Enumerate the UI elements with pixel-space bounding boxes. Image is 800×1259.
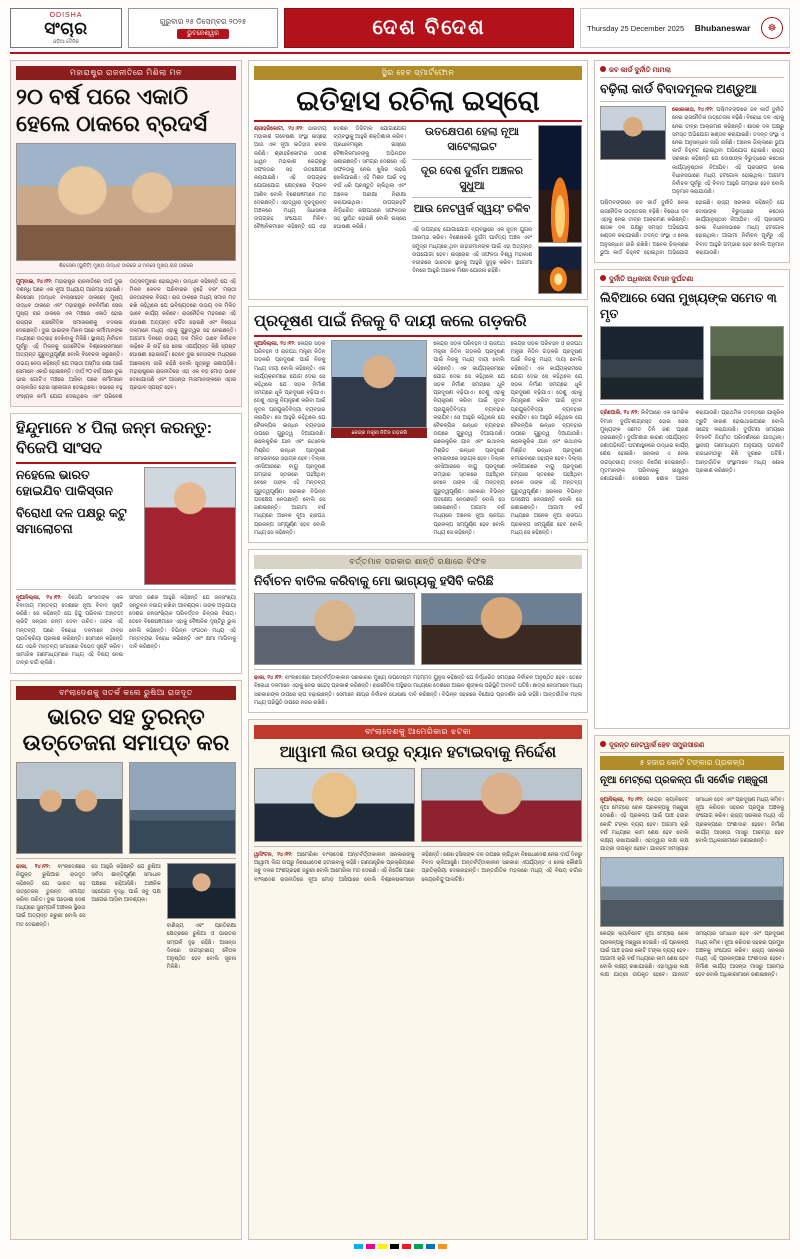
article-subkicker: ୫ ହଜାର କୋଟି ଟଙ୍କାର ପ୍ରକଳ୍ପ [600, 756, 784, 770]
hasina-photo [421, 768, 582, 842]
article-body [254, 125, 406, 232]
dateline: ନୂଆଦିଲ୍ଲୀ, ୨୪।୧୨: [600, 797, 644, 804]
dateline: ଶ୍ରୀହରିକୋଟା, ୨୪।୧୨: [254, 126, 304, 133]
article-body [600, 409, 784, 483]
article-body-right: ସାଂସଦ ଜଣକ ଆହୁରି କହିଛନ୍ତି ଯେ ଜନସଂଖ୍ୟା ସନ୍ତୁଳନ ବଜାୟ ରଖିବା ଆବଶ୍ୟକ। ତାଙ୍କ ଅନୁଯାୟୀ ଦେଶର ଜନସାଂଖ୍ୟିକ ପରିବର୍ତ୍ତନ ଚିନ୍ତାର ବିଷୟ। ତେବେ ବିଶେଷଜ୍ଞମାନେ ଏହାକୁ ବୈଜ୍ଞାନିକ ଦୃଷ୍ଟିରୁ ଭୁଲ ବୋଲି କହିଛନ୍ତି। ବିଭିନ୍ନ ସଂଗଠନ ମଧ୍ୟ ଏହି ମନ୍ତବ୍ୟର ବିରୋଧ କରିଛନ୍ତି ଏବଂ କ୍ଷମା ମାଗିବାକୁ ଦାବି କରିଛନ୍ତି। [129, 594, 236, 650]
article-body-1 [16, 863, 85, 971]
modi-putin-photo [16, 762, 123, 854]
woman-mp-photo [144, 467, 236, 585]
masthead-right-meta [580, 8, 790, 48]
bullet-icon [600, 741, 606, 747]
divider [16, 462, 236, 464]
divider [412, 197, 532, 198]
kicker-text: ଦୁର୍ନୀତି ଅଧିକାରୀ ବିମାନ ଦୁର୍ଘଟଣା [609, 275, 694, 283]
divider [254, 846, 582, 847]
publication-logo [10, 8, 122, 48]
english-date: Thursday 25 December 2025 [587, 23, 685, 33]
body-text: ବାଂଲାଦେଶରେ ନିଯୁକ୍ତ ରୁଷିଆର ରାଜଦୂତ କହିଛନ୍ତି ଯେ ଭାରତ ସହ ଉତ୍ତେଜନା ତୁରନ୍ତ ସମାପ୍ତ କରିବା ଉଚିତ। ଦୁଇ ପଡ଼ୋଶୀ ଦେଶ ମଧ୍ୟରେ ସୁସମ୍ପର୍କ ଅଞ୍ଚଳର ସ୍ଥିରତା ପାଇଁ ଅତ୍ୟନ୍ତ ଜରୁରୀ ବୋଲି ସେ ମତ ଦେଇଛନ୍ତି। [16, 864, 86, 928]
logo-subtitle: ଓଡ଼ିଆ ଦୈନିକ [52, 38, 80, 45]
article-side-body: ଏହି ଉପଗ୍ରହ ଯୋଗାଯୋଗ ବ୍ୟବସ୍ଥାରେ ଏକ ନୂତନ ଯୁଗର ଆରମ୍ଭ କରିବ। ବିଶେଷକରି ଦୁର୍ଗମ ପାର୍ବତ୍ୟ ଅଞ୍ଚଳ ଏବଂ ସମୁଦ୍ର ମଧ୍ୟରେ ଥିବା ଜାହାଜମାନଙ୍କ ପାଇଁ ଏହା ଅତ୍ୟନ୍ତ ଉପଯୋଗୀ ହେବ। ଇସ୍ରୋର ଏହି ସଫଳତା ବିଶ୍ୱ ମହାକାଶ ବଜାରରେ ଭାରତର ସ୍ଥାନକୁ ଆହୁରି ସୁଦୃଢ଼ କରିବ। ଆଗାମୀ ଦିନରେ ଆହୁରି ଅନେକ ମିଶନ ଯୋଜନା ରହିଛି। [412, 227, 532, 275]
article-subhead-2: ବିରୋଧୀ ଦଳ ପକ୍ଷରୁ କଟୁ ସମାଲୋଚନା [16, 506, 127, 537]
dateline: ତ୍ରିପୋଲି, ୨୪।୧୨: [600, 410, 640, 417]
article-kicker: ବାଂଲାଦେଶକୁ ଆମେରିକାର ଝଟକା [254, 725, 582, 739]
article-gadkari[interactable] [248, 306, 588, 543]
russian-envoy-photo [167, 863, 236, 919]
yunus-photo [254, 593, 415, 665]
article-body-col2: କେନ୍ଦ୍ର ସଡ଼କ ପରିବହନ ଓ ରାଜପଥ ମନ୍ତ୍ରୀ ନିତିନ ଗଡ଼କରି ପ୍ରଦୂଷଣ ପାଇଁ ନିଜକୁ ମଧ୍ୟ ଦାୟୀ ବୋଲି କହିଛନ୍ତି। ଏକ କାର୍ଯ୍ୟକ୍ରମରେ ଯୋଗ ଦେଇ ସେ କହିଥିଲେ ଯେ ସଡ଼କ ନିର୍ମାଣ ସମୟରେ ଧୂଳି ପ୍ରଦୂଷଣ ବଢ଼ିଯାଏ। ତେଣୁ ଏହାକୁ ନିୟନ୍ତ୍ରଣ କରିବା ପାଇଁ ନୂତନ ପ୍ରଯୁକ୍ତିବିଦ୍ୟା ବ୍ୟବହାର କରାଯିବ। ସେ ଆହୁରି କହିଥିଲେ ଯେ ବୈକଳ୍ପିକ ଇନ୍ଧନ ବ୍ୟବହାର ଉପରେ ଗୁରୁତ୍ୱ ଦିଆଯାଉଛି। ଇଲେକ୍ଟ୍ରିକ ଯାନ ଏବଂ ଇଥାନଲ ମିଶ୍ରିତ ଇନ୍ଧନ ପ୍ରଦୂଷଣ କମାଇବାରେ ସହାୟକ ହେବ। ଦିଲ୍ଲୀ ଏନସିଆରରେ ବାୟୁ ପ୍ରଦୂଷଣ ଗମ୍ଭୀର ସ୍ତରରେ ପହଞ୍ଚିଥିବା ବେଳେ ତାଙ୍କ ଏହି ମନ୍ତବ୍ୟ ଗୁରୁତ୍ୱପୂର୍ଣ୍ଣ। ସରକାର ବିଭିନ୍ନ ପଦକ୍ଷେପ ନେଉଛନ୍ତି ବୋଲି ସେ ଜଣାଇଛନ୍ତି। ଆଗାମୀ ବର୍ଷ ମଧ୍ୟରେ ଅନେକ ନୂଆ ରାଜପଥ ପ୍ରକଳ୍ପ ସମ୍ପୂର୍ଣ୍ଣ ହେବ ବୋଲି ମଧ୍ୟ ସେ କହିଛନ୍ତି। [433, 341, 505, 536]
dateline: ନୂଆଦିଲ୍ଲୀ, ୨୪।୧୨: [16, 594, 62, 601]
divider [16, 858, 236, 859]
article-isro[interactable] [248, 60, 588, 300]
article-headline: ଭାରତ ସହ ତୁରନ୍ତ ଉତ୍ତେଜନା ସମାପ୍ତ କର [22, 703, 230, 756]
article-headline: ହିନ୍ଦୁମାନେ ୪ ପିଲା ଜନ୍ମ କରନ୍ତୁ: ବିଜେପି ସାଂସଦ [16, 419, 213, 457]
officer-photo [710, 326, 785, 400]
photo-caption: ଶିବସେନା (ୟୁବିଟି) ମୁଖ୍ୟ ଉଦ୍ଧବ ଠାକରେ ଓ ମନସେ ମୁଖ୍ୟ ରାଜ ଠାକରେ [58, 262, 194, 269]
article-subhead-1: ଉତକ୍ଷେପଣ ହେଲା ନୂଆ ସାଟେଲାଇଟ [425, 126, 519, 153]
article-kicker: ବାଂଲାଦେଶକୁ ସତର୍କ କଲେ ରୁଷିଆ ରାଜଦୂତ [16, 686, 236, 700]
article-headline: ପ୍ରଦୂଷଣ ପାଇଁ ନିଜକୁ ବି ଦାୟୀ କଲେ ଗଡ଼କରି [254, 313, 527, 331]
metro-train-photo [600, 857, 784, 927]
dateline: ଢାକା, ୨୪।୧୨: [16, 864, 51, 871]
logo-name: ସଂଚାର [44, 18, 88, 38]
article-body-tail: କେନ୍ଦ୍ର କ୍ୟାବିନେଟ ନୂଆ ମେଟ୍ରୋ ରେଳ ପ୍ରକଳ୍ପକୁ ମଞ୍ଜୁରୀ ଦେଇଛି। ଏହି ପ୍ରକଳ୍ପ ପାଇଁ ପାଞ୍ଚ ହଜାର କୋଟି ଟଙ୍କା ବ୍ୟୟ ହେବ। ଆଗାମୀ ଚାରି ବର୍ଷ ମଧ୍ୟରେ କାମ ଶେଷ ହେବ ବୋଲି ଲକ୍ଷ୍ୟ ରଖାଯାଇଛି। ଏହାଦ୍ୱାରା ଲକ୍ଷ ଲକ୍ଷ ଯାତ୍ରୀ ଉପକୃତ ହେବେ। ଯାନଜଟ ସମସ୍ୟାର ସମାଧାନ ହେବ ଏବଂ ପ୍ରଦୂଷଣ ମଧ୍ୟ କମିବ। ନୂଆ କରିଡର ସହରର ପ୍ରମୁଖ ଅଞ୍ଚଳକୁ ସଂଯୋଗ କରିବ। ରାଜ୍ୟ ସରକାର ମଧ୍ୟ ଏହି ପ୍ରକଳ୍ପରେ ଅଂଶୀଦାର ହେବେ। ନିର୍ମାଣ କାର୍ଯ୍ୟ ଆସନ୍ତା ମାସରୁ ଆରମ୍ଭ ହେବ ବୋଲି ଅଧିକାରୀମାନେ ଜଣାଇଛନ୍ତି। [600, 931, 784, 979]
kicker-text: ଦୂରନ୍ତ ନେଟୱାର୍କ ହେବ ସମ୍ପ୍ରସାରଣ [609, 742, 705, 750]
body-text: କେନ୍ଦ୍ର ସଡ଼କ ପରିବହନ ଓ ରାଜପଥ ମନ୍ତ୍ରୀ ନିତିନ ଗଡ଼କରି ପ୍ରଦୂଷଣ ପାଇଁ ନିଜକୁ ମଧ୍ୟ ଦାୟୀ ବୋଲି କହିଛନ୍ତି। ଏକ କାର୍ଯ୍ୟକ୍ରମରେ ଯୋଗ ଦେଇ ସେ କହିଥିଲେ ଯେ ସଡ଼କ ନିର୍ମାଣ ସମୟରେ ଧୂଳି ପ୍ରଦୂଷଣ ବଢ଼ିଯାଏ। ତେଣୁ ଏହାକୁ ନିୟନ୍ତ୍ରଣ କରିବା ପାଇଁ ନୂତନ ପ୍ରଯୁକ୍ତିବିଦ୍ୟା ବ୍ୟବହାର କରାଯିବ। ସେ ଆହୁରି କହିଥିଲେ ଯେ ବୈକଳ୍ପିକ ଇନ୍ଧନ ବ୍ୟବହାର ଉପରେ ଗୁରୁତ୍ୱ ଦିଆଯାଉଛି। ଇଲେକ୍ଟ୍ରିକ ଯାନ ଏବଂ ଇଥାନଲ ମିଶ୍ରିତ ଇନ୍ଧନ ପ୍ରଦୂଷଣ କମାଇବାରେ ସହାୟକ ହେବ। ଦିଲ୍ଲୀ ଏନସିଆରରେ ବାୟୁ ପ୍ରଦୂଷଣ ଗମ୍ଭୀର ସ୍ତରରେ ପହଞ୍ଚିଥିବା ବେଳେ ତାଙ୍କ ଏହି ମନ୍ତବ୍ୟ ଗୁରୁତ୍ୱପୂର୍ଣ୍ଣ। ସରକାର ବିଭିନ୍ନ ପଦକ୍ଷେପ ନେଉଛନ୍ତି ବୋଲି ସେ ଜଣାଇଛନ୍ତି। ଆଗାମୀ ବର୍ଷ ମଧ୍ୟରେ ଅନେକ ନୂଆ ରାଜପଥ ପ୍ରକଳ୍ପ ସମ୍ପୂର୍ଣ୍ଣ ହେବ ବୋଲି ମଧ୍ୟ ସେ କହିଛନ୍ତି। [254, 341, 326, 536]
rally-photo [16, 143, 236, 261]
article-libya[interactable] [594, 269, 790, 729]
dateline: ୱାସିଂଟନ, ୨୪।୧୨: [254, 851, 293, 858]
article-bengal-card[interactable] [594, 60, 790, 263]
trump-photo [254, 768, 415, 842]
article-body-left [16, 594, 123, 668]
rocket-launch-night-photo [538, 246, 582, 294]
bullet-icon [600, 66, 606, 72]
registration-color-bar [10, 1244, 790, 1249]
divider [16, 273, 236, 274]
article-subhead-2: ଦୂର ଦେଶ ଦୁର୍ଗମ ଅଞ୍ଚଳର ସୁଧୁଆ [420, 164, 524, 192]
city-name: Bhubaneswar [694, 23, 751, 33]
divider [600, 101, 784, 102]
article-headline: ଇତିହାସ ରଚିଲା ଇସ୍ରୋ [296, 85, 540, 116]
emblem-icon: ☸ [761, 17, 783, 39]
article-awami-league[interactable] [248, 719, 588, 1240]
kicker-text: ଜବ କାର୍ଡ ଦୁର୍ନୀତି ମାମଲା [609, 67, 671, 74]
article-maharashtra[interactable] [10, 60, 242, 407]
logo-crest: ODISHA [49, 11, 83, 19]
right-column [594, 60, 790, 1240]
body-text: ଲିବିଆରେ ଏକ ସାମରିକ ବିମାନ ଦୁର୍ଘଟଣାଗ୍ରସ୍ତ ହୋଇ ସେନା ମୁଖ୍ୟଙ୍କ ସମେତ ତିନି ଜଣ ପ୍ରାଣ ହରାଇଛନ୍ତି। ଦୁର୍ଘଟଣାର କାରଣ ଏପର୍ଯ୍ୟନ୍ତ ଜଣାପଡ଼ିନାହିଁ। ଘଟଣାସ୍ଥଳରେ ଉଦ୍ଧାର କାର୍ଯ୍ୟ ଶେଷ ହୋଇଛି। ସରକାର ଏ ନେଇ ଉଚ୍ଚସ୍ତରୀୟ ତଦନ୍ତ ନିର୍ଦ୍ଦେଶ ଦେଇଛନ୍ତି। ମୃତମାନଙ୍କ ପରିବାରକୁ ସାନ୍ତ୍ୱନା ଜଣାଯାଇଛି। ଦେଶରେ ଶୋକ ପାଳନ କରାଯାଉଛି। ପ୍ରାଥମିକ ତଦନ୍ତରେ ଯାନ୍ତ୍ରିକ ତ୍ରୁଟି କାରଣ ହୋଇଥାଇପାରେ ବୋଲି ସନ୍ଦେହ କରାଯାଉଛି। ଦୁର୍ଘଟଣା ସମୟରେ ବିମାନଟି ନିୟମିତ ପରିଦର୍ଶନରେ ଯାଉଥିଲା। ସ୍ଥାନୀୟ ଗଣମାଧ୍ୟମ ଅନୁଯାୟୀ ଘଟଣାଟି ରାଜଧାନୀଠାରୁ କିଛି ଦୂରରେ ଘଟିଛି। ଆନ୍ତର୍ଜାତିକ ସଂସ୍ଥାମାନେ ମଧ୍ୟ ଶୋକ ପ୍ରକାଶ କରିଛନ୍ତି। [600, 410, 784, 483]
body-text: ବିଜେପି ସାଂସଦଙ୍କ ଏକ ବିବାଦୀୟ ମନ୍ତବ୍ୟ ଦେଶରେ ନୂଆ ବିବାଦ ସୃଷ୍ଟି କରିଛି। ସେ କହିଛନ୍ତି ଯେ ହିନ୍ଦୁ ପରିବାର ଅନ୍ତତଃ ଚାରିଟି ସନ୍ତାନ ଜନ୍ମ ଦେବା ଉଚିତ। ତାଙ୍କ ଏହି ମନ୍ତବ୍ୟ ପରେ ବିରୋଧୀ ଦଳମାନେ ତୀବ୍ର ପ୍ରତିକ୍ରିୟା ପ୍ରକାଶ କରିଛନ୍ତି। ସେମାନେ କହିଛନ୍ତି ଯେ ଏଭଳି ମନ୍ତବ୍ୟ ସମାଜରେ ବିଭେଦ ସୃଷ୍ଟି କରିବ। ସାମାଜିକ ଗଣମାଧ୍ୟମରେ ମଧ୍ୟ ଏହି ବିଷୟ ନେଇ ତୀବ୍ର ଚର୍ଚ୍ଚା ଚାଲିଛି। [16, 594, 123, 667]
article-kicker: ସ୍ଥିର ହେବ ସ୍ମାର୍ଟଫୋନ [254, 66, 582, 80]
dateline: କୋଲକାତା, ୨୪।୧୨: [672, 107, 714, 114]
article-body [254, 674, 582, 707]
body-text-right: ଏହି ନିର୍ଦ୍ଦେଶ ପରେ ବାଂଲାଦେଶ ରାଜନୀତିରେ ନୂଆ ମୋଡ଼ ଆସିପାରେ ବୋଲି ବିଶ୍ଳେଷକମାନେ କହିଛନ୍ତି। ଶେଖ ହସିନାଙ୍କ ଦଳ ଉପରେ ଲାଗିଥିବା ନିଷେଧାଦେଶ ନେଇ ଦୀର୍ଘ ଦିନରୁ ବିବାଦ ଚାଲିଆସୁଛି। ଅନ୍ତର୍ବର୍ତ୍ତୀକାଳୀନ ସରକାର ଏପର୍ଯ୍ୟନ୍ତ ଏ ନେଇ କୌଣସି ପ୍ରତିକ୍ରିୟା ଦେଇନାହାନ୍ତି। ଆନ୍ତର୍ଜାତିକ ମହଲରେ ମଧ୍ୟ ଏହି ବିଷୟ ଚର୍ଚ୍ଚାର କେନ୍ଦ୍ରବିନ୍ଦୁ ପାଲଟିଛି। [254, 851, 582, 883]
article-yunus[interactable] [248, 549, 588, 713]
body-text: ପଶ୍ଚିମବଙ୍ଗରେ ଜବ କାର୍ଡ ଦୁର୍ନୀତି ନେଇ ରାଜନୈତିକ ଉତ୍ତେଜନା ବଢ଼ିଛି। ବିରୋଧୀ ଦଳ ଏହାକୁ ନେଇ ତୀବ୍ର ଆକ୍ରମଣ କରିଛନ୍ତି। ଶାସକ ଦଳ ପକ୍ଷରୁ ସମସ୍ତ ଅଭିଯୋଗ ଖଣ୍ଡନ କରାଯାଇଛି। ତଦନ୍ତ ସଂସ୍ଥା ଏ ନେଇ ଅନୁସନ୍ଧାନ ଜାରି ରଖିଛି। ଅନେକ ଜିଲ୍ଲାରେ ଭୁଆ କାର୍ଡ ଚିହ୍ନଟ ହୋଇଥିବା ଅଭିଯୋଗ ହୋଇଛି। ରାଜ୍ୟ ସରକାର କହିଛନ୍ତି ଯେ ଦୋଷୀଙ୍କ ବିରୁଦ୍ଧରେ କଠୋର କାର୍ଯ୍ୟାନୁଷ୍ଠାନ ନିଆଯିବ। ଏହି ପ୍ରସଙ୍ଗ ନେଇ ବିଧାନସଭାରେ ମଧ୍ୟ ହଟଗୋଳ ହୋଇଥିଲା। ଆଗାମୀ ନିର୍ବାଚନ ପୂର୍ବରୁ ଏହି ବିବାଦ ଆହୁରି ଗମ୍ଭୀର ହେବ ବୋଲି ଅନୁମାନ କରାଯାଉଛି। [672, 107, 784, 196]
article-headline: ଲିବିଆରେ ସେନା ମୁଖ୍ୟଙ୍କ ସମେତ ୩ ମୃତ [600, 290, 777, 322]
photo-caption: କେନ୍ଦ୍ର ମନ୍ତ୍ରୀ ନିତିନ ଗଡ଼କରି [331, 428, 427, 438]
article-headline: ନିର୍ବାଚନ ବାତିଲ କରିବାକୁ ମୋ ଭାଗ୍ୟକୁ ହସିବି କରିଛି [254, 573, 494, 588]
article-headline: ବଢ଼ିଲା କାର୍ଡ ବିବାଦମୂଳକ ଅଣ୍ଡୁଆ [600, 82, 757, 96]
article-kicker [600, 275, 784, 287]
odia-date-strip [128, 8, 278, 48]
edition-badge: ଭୁବନେଶ୍ୱର [177, 29, 229, 39]
article-headline: ନୂଆ ମେଟ୍ରୋ ପ୍ରକଳ୍ପ ଗାଁ ସର୍ବୋଚ୍ଚ ମଞ୍ଜୁରୀ [600, 775, 768, 787]
divider [254, 120, 582, 122]
article-metro[interactable] [594, 735, 790, 1240]
article-subhead-1: ନହେଲେ ଭାରତ ହୋଇଯିବ ପାକିସ୍ତାନ [16, 467, 114, 498]
crash-site-photo [600, 326, 704, 400]
article-body-intro [672, 106, 784, 196]
divider [254, 669, 582, 670]
article-body-col1 [254, 340, 325, 537]
article-body-3: ବାଣିଜ୍ୟ ଏବଂ ପ୍ରତିରକ୍ଷା କ୍ଷେତ୍ରରେ ରୁଷିଆ ଓ ଭାରତର ସମ୍ପର୍କ ଦୃଢ଼ ରହିଛି। ଆସନ୍ତା ଦିନରେ ଉଚ୍ଚସ୍ତରୀୟ ବୈଠକ ଅନୁଷ୍ଠିତ ହେବ ବୋଲି ସୂଚନା ମିଳିଛି। [166, 923, 236, 971]
center-column [248, 60, 588, 1240]
article-kicker: ମହାରାଷ୍ଟ୍ର ରାଜନୀତିରେ ମିଶିଲା ମନ [16, 66, 236, 80]
article-headline: ଆୱାମୀ ଲିଗ ଉପରୁ ବ୍ୟାନ ହଟାଇବାକୁ ନିର୍ଦ୍ଦେଶ [279, 743, 557, 761]
divider [600, 404, 784, 405]
article-body [600, 796, 784, 853]
article-russia-envoy[interactable] [10, 680, 242, 1240]
body-text-left: ଆମେରିକା ବାଂଲାଦେଶ ଅନ୍ତର୍ବର୍ତ୍ତୀକାଳୀନ ସରକାରଙ୍କୁ ଆୱାମୀ ଲିଗ ଉପରୁ ନିଷେଧାଦେଶ ହଟାଇବାକୁ କହିଛି। ଗଣତାନ୍ତ୍ରିକ ପ୍ରକ୍ରିୟାରେ ସବୁ ଦଳର ଅଂଶଗ୍ରହଣ ଜରୁରୀ ବୋଲି ଆମେରିକା ମତ ଦେଇଛି। [254, 851, 415, 875]
article-kicker: ବର୍ତ୍ତମାନ ସରକାର ଶାନ୍ତି ରକ୍ଷାରେ ବିଫଳ [254, 555, 582, 569]
politician-photo [600, 106, 666, 160]
article-hindu-families[interactable] [10, 413, 242, 674]
divider [16, 589, 236, 590]
left-column [10, 60, 242, 1240]
section-title: ଦେଶ ବିଦେଶ [284, 8, 574, 48]
student-leader-photo [421, 593, 582, 665]
article-kicker [600, 66, 784, 78]
body-text-b: ଛାତ୍ର ନେତାମାନେ ମଧ୍ୟ ସରକାରଙ୍କ ଉପରେ ଚାପ ବଢ଼ାଇଛନ୍ତି। ସେମାନେ ଶୀଘ୍ର ନିର୍ବାଚନ ଘୋଷଣା ଦାବି କରିଛନ୍ତି। ବିଭିନ୍ନ ସହରରେ ବିକ୍ଷୋଭ ପ୍ରଦର୍ଶନ ଜାରି ରହିଛି। ଆନ୍ତର୍ଜାତିକ ମହଲ ମଧ୍ୟ ପରିସ୍ଥିତି ଉପରେ ନଜର ରଖିଛି। [254, 683, 582, 706]
article-subhead-3: ଆଉ ନେଟୱର୍କ ସ୍ୱୟଂ ଚଳିବ [413, 203, 531, 216]
divider [412, 221, 532, 222]
page-grid [10, 60, 790, 1240]
rocket-launch-photo [538, 125, 582, 243]
dateline: ନୂଆଦିଲ୍ଲୀ, ୨୪।୧୨: [254, 341, 296, 348]
warship-photo [129, 762, 236, 854]
article-body [16, 278, 236, 401]
article-body-col3: କେନ୍ଦ୍ର ସଡ଼କ ପରିବହନ ଓ ରାଜପଥ ମନ୍ତ୍ରୀ ନିତିନ ଗଡ଼କରି ପ୍ରଦୂଷଣ ପାଇଁ ନିଜକୁ ମଧ୍ୟ ଦାୟୀ ବୋଲି କହିଛନ୍ତି। ଏକ କାର୍ଯ୍ୟକ୍ରମରେ ଯୋଗ ଦେଇ ସେ କହିଥିଲେ ଯେ ସଡ଼କ ନିର୍ମାଣ ସମୟରେ ଧୂଳି ପ୍ରଦୂଷଣ ବଢ଼ିଯାଏ। ତେଣୁ ଏହାକୁ ନିୟନ୍ତ୍ରଣ କରିବା ପାଇଁ ନୂତନ ପ୍ରଯୁକ୍ତିବିଦ୍ୟା ବ୍ୟବହାର କରାଯିବ। ସେ ଆହୁରି କହିଥିଲେ ଯେ ବୈକଳ୍ପିକ ଇନ୍ଧନ ବ୍ୟବହାର ଉପରେ ଗୁରୁତ୍ୱ ଦିଆଯାଉଛି। ଇଲେକ୍ଟ୍ରିକ ଯାନ ଏବଂ ଇଥାନଲ ମିଶ୍ରିତ ଇନ୍ଧନ ପ୍ରଦୂଷଣ କମାଇବାରେ ସହାୟକ ହେବ। ଦିଲ୍ଲୀ ଏନସିଆରରେ ବାୟୁ ପ୍ରଦୂଷଣ ଗମ୍ଭୀର ସ୍ତରରେ ପହଞ୍ଚିଥିବା ବେଳେ ତାଙ୍କ ଏହି ମନ୍ତବ୍ୟ ଗୁରୁତ୍ୱପୂର୍ଣ୍ଣ। ସରକାର ବିଭିନ୍ନ ପଦକ୍ଷେପ ନେଉଛନ୍ତି ବୋଲି ସେ ଜଣାଇଛନ୍ତି। ଆଗାମୀ ବର୍ଷ ମଧ୍ୟରେ ଅନେକ ନୂଆ ରାଜପଥ ପ୍ରକଳ୍ପ ସମ୍ପୂର୍ଣ୍ଣ ହେବ ବୋଲି ମଧ୍ୟ ସେ କହିଛନ୍ତି। [510, 341, 582, 536]
odia-date: ଗୁରୁବାର ୨୫ ଡିସେମ୍ବର ୨୦୨୫ [159, 17, 247, 26]
divider [600, 791, 784, 792]
bullet-icon [600, 275, 606, 281]
divider [412, 159, 532, 160]
article-body [254, 851, 582, 884]
article-body-2: ସେ ଆହୁରି କହିଛନ୍ତି ଯେ ରୁଷିଆ ସର୍ବଦା ଶାନ୍ତିପୂର୍ଣ୍ଣ ସମାଧାନ ପକ୍ଷରେ ରହିଆସିଛି। ଆଞ୍ଚଳିକ ସହଯୋଗ ବୃଦ୍ଧି ପାଇଁ ସବୁ ପକ୍ଷ ଆଗେଇ ଆସିବା ଆବଶ୍ୟକ। [91, 864, 161, 903]
article-kicker [600, 741, 784, 753]
body-text: ଭାରତୀୟ ମହାକାଶ ଗବେଷଣା ସଂସ୍ଥା ଇସ୍ରୋ ଆଉ ଏକ ନୂଆ ଇତିହାସ ରଚନା କରିଛି। ଶ୍ରୀହରିକୋଟାର ସତୀଶ ଧାୱନ ମହାକାଶ କେନ୍ଦ୍ରରୁ ସଫଳତାର ସହ ଉତକ୍ଷେପଣ କରାଯାଇଛି। ଏହି ଉପଗ୍ରହ ଯୋଗାଯୋଗ କ୍ଷେତ୍ରରେ ବିପ୍ଳବ ଆଣିବ ବୋଲି ବିଶେଷଜ୍ଞମାନେ ମତ ଦେଇଛନ୍ତି। ଏହାଦ୍ୱାରା ଦୂରଦୂରାନ୍ତ ଅଞ୍ଚଳରେ ମଧ୍ୟ ସିଧାସଳଖ ଉପଗ୍ରହ ସଂଯୋଗ ମିଳିବ। ବୈଜ୍ଞାନିକମାନେ କହିଛନ୍ତି ଯେ ଏହା ଦେଶର ଡିଜିଟାଲ ଯୋଗାଯୋଗ ବ୍ୟବସ୍ଥାକୁ ଆହୁରି ଶକ୍ତିଶାଳୀ କରିବ। ପ୍ରଧାନମନ୍ତ୍ରୀ ଇସ୍ରୋ ବୈଜ୍ଞାନିକମାନଙ୍କୁ ଅଭିନନ୍ଦନ ଜଣାଇଛନ୍ତି। ସମଗ୍ର ଦେଶରେ ଏହି ସଫଳତାକୁ ନେଇ ଖୁସିର ଲହରି ଖେଳିଯାଇଛି। ଏହି ମିଶନ ପାଇଁ ବହୁ ବର୍ଷ ଧରି ପ୍ରସ୍ତୁତି ଚାଲିଥିଲା ଏବଂ ଅନେକ ପରୀକ୍ଷା ନିରୀକ୍ଷା କରାଯାଇଥିଲା। ଉପଗ୍ରହଟି ନିର୍ଦ୍ଧାରିତ କକ୍ଷପଥରେ ସଫଳତାର ସହ ସ୍ଥାପିତ ହୋଇଛି ବୋଲି ଇସ୍ରୋ ଘୋଷଣା କରିଛି। [254, 126, 406, 231]
article-body-rest: ପଶ୍ଚିମବଙ୍ଗରେ ଜବ କାର୍ଡ ଦୁର୍ନୀତି ନେଇ ରାଜନୈତିକ ଉତ୍ତେଜନା ବଢ଼ିଛି। ବିରୋଧୀ ଦଳ ଏହାକୁ ନେଇ ତୀବ୍ର ଆକ୍ରମଣ କରିଛନ୍ତି। ଶାସକ ଦଳ ପକ୍ଷରୁ ସମସ୍ତ ଅଭିଯୋଗ ଖଣ୍ଡନ କରାଯାଇଛି। ତଦନ୍ତ ସଂସ୍ଥା ଏ ନେଇ ଅନୁସନ୍ଧାନ ଜାରି ରଖିଛି। ଅନେକ ଜିଲ୍ଲାରେ ଭୁଆ କାର୍ଡ ଚିହ୍ନଟ ହୋଇଥିବା ଅଭିଯୋଗ ହୋଇଛି। ରାଜ୍ୟ ସରକାର କହିଛନ୍ତି ଯେ ଦୋଷୀଙ୍କ ବିରୁଦ୍ଧରେ କଠୋର କାର୍ଯ୍ୟାନୁଷ୍ଠାନ ନିଆଯିବ। ଏହି ପ୍ରସଙ୍ଗ ନେଇ ବିଧାନସଭାରେ ମଧ୍ୟ ହଟଗୋଳ ହୋଇଥିଲା। ଆଗାମୀ ନିର୍ବାଚନ ପୂର୍ବରୁ ଏହି ବିବାଦ ଆହୁରି ଗମ୍ଭୀର ହେବ ବୋଲି ଅନୁମାନ କରାଯାଉଛି। [600, 200, 784, 256]
dateline: ମୁମ୍ବାଇ, ୨୪।୧୨: [16, 278, 53, 285]
body-text-a: ବାଂଲାଦେଶର ଅନ୍ତର୍ବର୍ତ୍ତୀକାଳୀନ ସରକାରର ମୁଖ୍ୟ ଉପଦେଷ୍ଟା ମହମ୍ମଦ ୟୁନୁସ କହିଛନ୍ତି ଯେ ନିର୍ଦ୍ଧାରିତ ସମୟରେ ନିର୍ବାଚନ ଅନୁଷ୍ଠିତ ହେବ। ତେବେ ବିରୋଧୀ ଦଳମାନେ ଏହାକୁ ନେଇ ସନ୍ଦେହ ପ୍ରକାଶ କରିଛନ୍ତି। ରାଜନୈତିକ ଅସ୍ଥିରତା ମଧ୍ୟରେ ଦେଶରେ ଆଇନ ଶୃଙ୍ଖଳା ପରିସ୍ଥିତି ଅବନତି ଘଟିଛି। [254, 675, 582, 690]
article-headline: ୨୦ ବର୍ଷ ପରେ ଏକାଠି ହେଲେ ଠାକରେ ବ୍ରଦର୍ସ [16, 84, 208, 136]
body-text: ମହାରାଷ୍ଟ୍ର ରାଜନୀତିରେ ଦୀର୍ଘ ଦୁଇ ଦଶନ୍ଧି ପରେ ଏକ ନୂଆ ଅଧ୍ୟାୟ ଆରମ୍ଭ ହୋଇଛି। ଶିବସେନା (ଉଦ୍ଧବ ବାଲାସାହେବ ଠାକରେ) ମୁଖ୍ୟ ଉଦ୍ଧବ ଠାକରେ ଏବଂ ମହାରାଷ୍ଟ୍ର ନବନିର୍ମାଣ ସେନା ମୁଖ୍ୟ ରାଜ ଠାକରେ ଏକ ମଞ୍ଚରେ ଏକାଠି ହୋଇ ରାଜ୍ୟର ରାଜନୈତିକ ସମୀକରଣକୁ ବଦଳାଇ ଦେଇଛନ୍ତି। ଦୁଇ ଭାଇଙ୍କ ମିଳନ ପରେ କର୍ମୀମାନଙ୍କ ମଧ୍ୟରେ ଉତ୍ସାହ ଦେଖିବାକୁ ମିଳିଛି। ସ୍ଥାନୀୟ ନିର୍ବାଚନ ପୂର୍ବରୁ ଏହି ମିଳନକୁ ରାଜନୈତିକ ବିଶ୍ଳେଷକମାନେ ଅତ୍ୟନ୍ତ ଗୁରୁତ୍ୱପୂର୍ଣ୍ଣ ବୋଲି ବିବେଚନା କରୁଛନ୍ତି। ଉଭୟ ନେତା କହିଛନ୍ତି ଯେ ମରାଠୀ ଅସ୍ମିତା ରକ୍ଷା ପାଇଁ ସେମାନେ ଏକାଠି ହୋଇଛନ୍ତି। ଦୀର୍ଘ ୨୦ ବର୍ଷ ପରେ ଦୁଇ ଭାଇ ଗୋଟିଏ ମଞ୍ଚରେ ଆସିବା ପରେ କର୍ମୀମାନେ ଉଲ୍ଲସିତ ହୋଇ ସ୍ଲୋଗାନ ଦେଇଥିଲେ। ସଭାରେ ବହୁ ସଂଖ୍ୟକ କର୍ମୀ ଯୋଗ ଦେଇଥିଲେ ଏବଂ ପରିବେଶ ଉତ୍ସବମୁଖର ହୋଇଥିଲା। ଉଦ୍ଧବ କହିଛନ୍ତି ଯେ ଏହି ମିଳନ କେବଳ ପରିବାରର ନୁହେଁ ବରଂ ମରାଠୀ ଜନତାଙ୍କର ବିଜୟ। ରାଜ ଠାକରେ ମଧ୍ୟ ସମାନ ମତ ରଖି କହିଥିଲେ ଯେ ଭବିଷ୍ୟତରେ ଉଭୟ ଦଳ ମିଳିତ ଭାବେ କାର୍ଯ୍ୟ କରିବେ। ରାଜନୈତିକ ମହଲରେ ଏହି ଘୋଷଣା ଅତ୍ୟନ୍ତ ଚର୍ଚ୍ଚିତ ହୋଇଛି ଏବଂ ବିରୋଧୀ ଦଳମାନେ ମଧ୍ୟ ଏହାକୁ ଗୁରୁତ୍ୱର ସହ ନେଇଛନ୍ତି। ଆଗାମୀ ଦିନରେ ଉଭୟ ଦଳ ମିଳିତ ଭାବେ ନିର୍ବାଚନ ଲଢ଼ିବେ କି ନାହିଁ ସେ ନେଇ ଏପର୍ଯ୍ୟନ୍ତ କିଛି ସ୍ପଷ୍ଟ ଘୋଷଣା ହୋଇନାହିଁ। ତେବେ ଦୁଇ ନେତାଙ୍କ ମଧ୍ୟରେ ଆଲୋଚନା ଜାରି ରହିଛି ବୋଲି ସୂତ୍ରରୁ ଜଣାପଡ଼ିଛି। ମହାରାଷ୍ଟ୍ରର ରାଜନୀତିରେ ଏହା ଏକ ବଡ଼ ମୋଡ଼ ଭାବେ ଦେଖାଯାଉଛି ଏବଂ ଆସନ୍ତା ମାସମାନଙ୍କରେ ଏହାର ପ୍ରଭାବ ସ୍ପଷ୍ଟ ହେବ। [16, 278, 236, 400]
divider [254, 335, 582, 337]
masthead [10, 8, 790, 54]
gadkari-photo [331, 340, 427, 428]
dateline: ଢାକା, ୨୪।୧୨: [254, 675, 283, 682]
body-text: କେନ୍ଦ୍ର କ୍ୟାବିନେଟ ନୂଆ ମେଟ୍ରୋ ରେଳ ପ୍ରକଳ୍ପକୁ ମଞ୍ଜୁରୀ ଦେଇଛି। ଏହି ପ୍ରକଳ୍ପ ପାଇଁ ପାଞ୍ଚ ହଜାର କୋଟି ଟଙ୍କା ବ୍ୟୟ ହେବ। ଆଗାମୀ ଚାରି ବର୍ଷ ମଧ୍ୟରେ କାମ ଶେଷ ହେବ ବୋଲି ଲକ୍ଷ୍ୟ ରଖାଯାଇଛି। ଏହାଦ୍ୱାରା ଲକ୍ଷ ଲକ୍ଷ ଯାତ୍ରୀ ଉପକୃତ ହେବେ। ଯାନଜଟ ସମସ୍ୟାର ସମାଧାନ ହେବ ଏବଂ ପ୍ରଦୂଷଣ ମଧ୍ୟ କମିବ। ନୂଆ କରିଡର ସହରର ପ୍ରମୁଖ ଅଞ୍ଚଳକୁ ସଂଯୋଗ କରିବ। ରାଜ୍ୟ ସରକାର ମଧ୍ୟ ଏହି ପ୍ରକଳ୍ପରେ ଅଂଶୀଦାର ହେବେ। ନିର୍ମାଣ କାର୍ଯ୍ୟ ଆସନ୍ତା ମାସରୁ ଆରମ୍ଭ ହେବ ବୋଲି ଅଧିକାରୀମାନେ ଜଣାଇଛନ୍ତି। [600, 797, 784, 853]
